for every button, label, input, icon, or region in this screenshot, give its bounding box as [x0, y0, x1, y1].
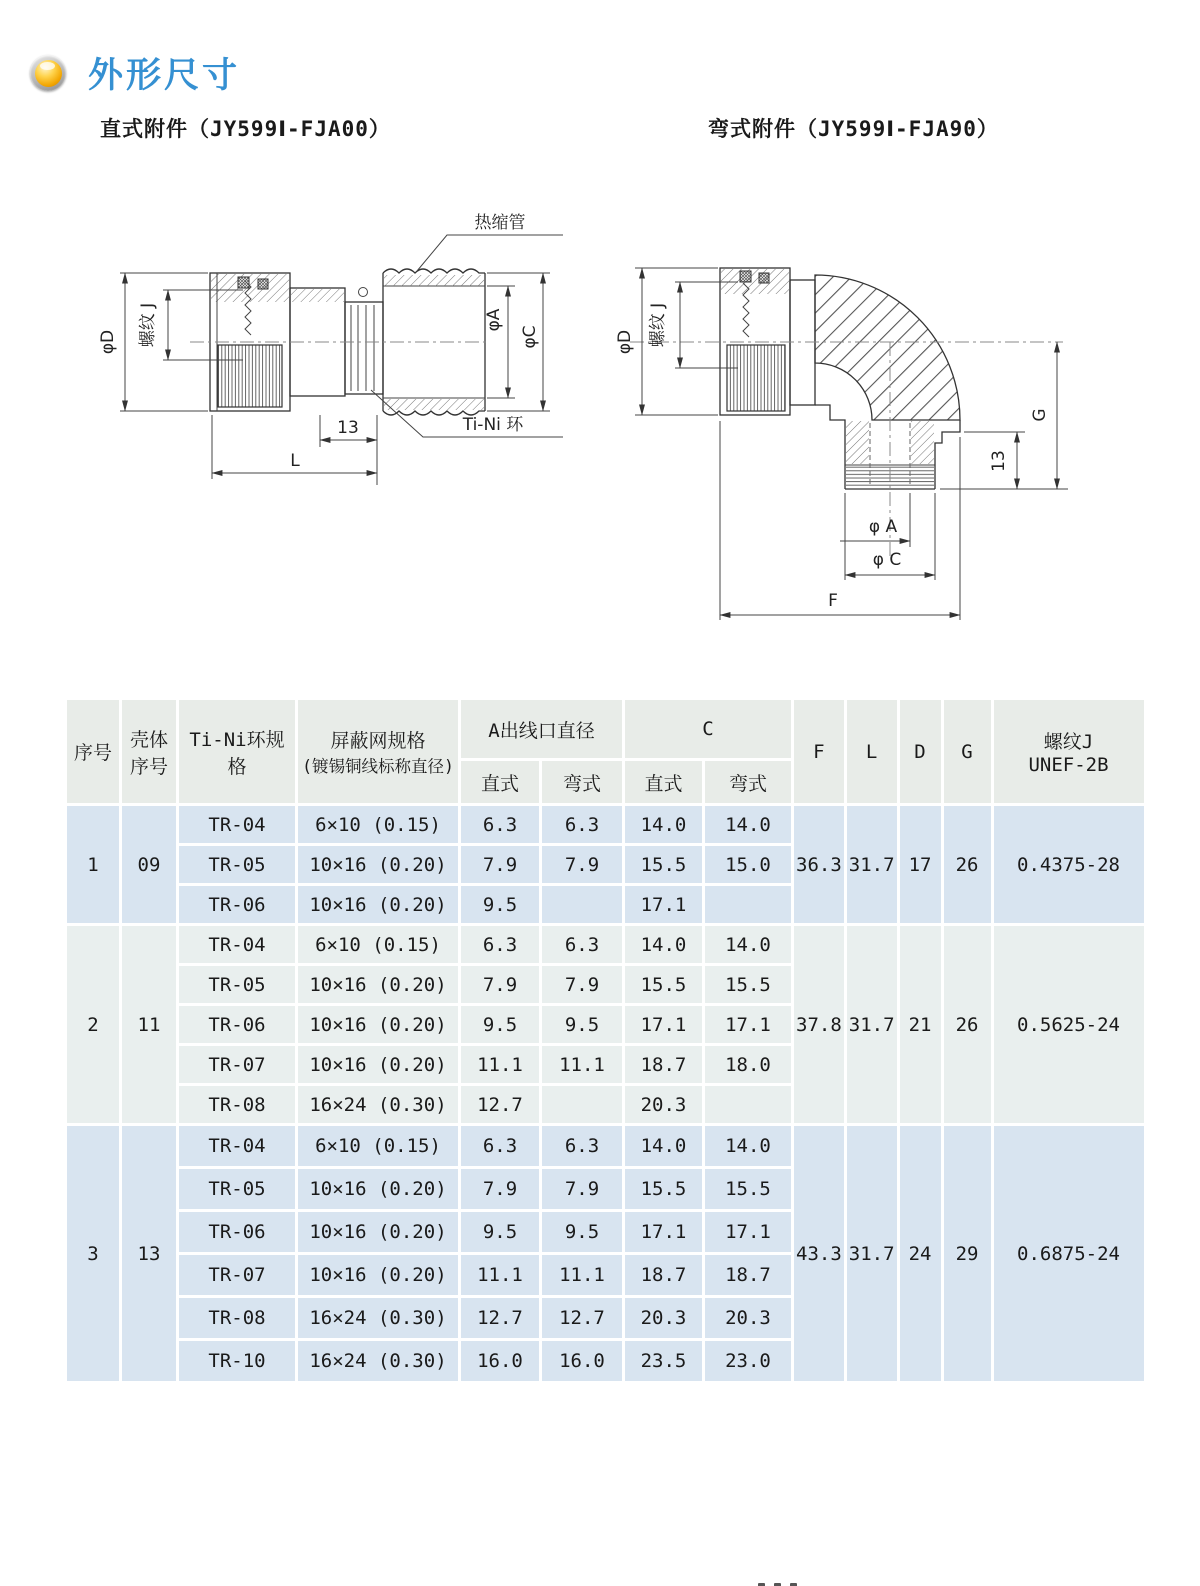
cutoff-text-fragment: [758, 1578, 848, 1586]
header-a-group: A出线口直径: [461, 700, 622, 758]
header-shell: [122, 700, 176, 803]
f-cell: 43.3: [794, 1126, 844, 1381]
header-thread: [994, 700, 1144, 803]
f-cell: 37.8: [794, 926, 844, 1123]
shell-cell: 09: [122, 806, 176, 923]
c-bent-cell: 17.1: [705, 1212, 791, 1252]
tini-cell: TR-04: [179, 806, 295, 843]
tini-cell: TR-06: [179, 1006, 295, 1043]
section-header: [30, 48, 240, 98]
dimension-table: [64, 697, 1147, 1384]
header-shell-line1: 壳体: [129, 728, 168, 751]
d-cell: 17: [900, 806, 941, 923]
mesh-cell: 6×10 (0.15): [298, 926, 458, 963]
mesh-cell: 10×16 (0.20): [298, 1169, 458, 1209]
c-bent-cell: 20.3: [705, 1298, 791, 1338]
tini-cell: TR-05: [179, 1169, 295, 1209]
tini-cell: TR-08: [179, 1086, 295, 1123]
a-straight-cell: 12.7: [461, 1086, 539, 1123]
straight-accessory-caption: 直式附件（JY599Ⅰ-FJA00）: [100, 117, 391, 141]
c-straight-cell: 18.7: [625, 1255, 702, 1295]
c-bent-cell: [705, 1086, 791, 1123]
bullet-orb-icon: [30, 55, 66, 91]
c-straight-cell: 15.5: [625, 966, 702, 1003]
a-straight-cell: 11.1: [461, 1255, 539, 1295]
c-bent-cell: [705, 886, 791, 923]
g-cell: 26: [944, 926, 991, 1123]
table-row: [67, 806, 1144, 843]
dim-g-label: G: [1030, 408, 1050, 422]
c-straight-cell: 20.3: [625, 1086, 702, 1123]
c-bent-cell: 17.1: [705, 1006, 791, 1043]
tini-cell: TR-10: [179, 1341, 295, 1381]
c-bent-cell: 18.0: [705, 1046, 791, 1083]
c-bent-cell: 14.0: [705, 1126, 791, 1166]
c-bent-cell: 15.5: [705, 966, 791, 1003]
a-bent-cell: 16.0: [542, 1341, 622, 1381]
tini-cell: TR-07: [179, 1046, 295, 1083]
c-straight-cell: 14.0: [625, 806, 702, 843]
phi-d-label: φD: [98, 329, 118, 355]
header-c-straight: 直式: [625, 761, 702, 803]
tini-cell: TR-05: [179, 966, 295, 1003]
phi-c-label: φ C: [872, 550, 902, 570]
phi-d-label: φD: [615, 329, 635, 355]
a-straight-cell: 9.5: [461, 1006, 539, 1043]
g-cell: 29: [944, 1126, 991, 1381]
c-straight-cell: 17.1: [625, 1006, 702, 1043]
bent-connector-body: [720, 268, 960, 489]
c-straight-cell: 15.5: [625, 846, 702, 883]
header-a-straight: 直式: [461, 761, 539, 803]
a-straight-cell: 12.7: [461, 1298, 539, 1338]
dimension-annotations: [98, 213, 563, 485]
f-cell: 36.3: [794, 806, 844, 923]
dim-13-label: 13: [989, 450, 1009, 472]
a-bent-cell: 6.3: [542, 1126, 622, 1166]
d-cell: 24: [900, 1126, 941, 1381]
a-bent-cell: 9.5: [542, 1212, 622, 1252]
c-bent-cell: 14.0: [705, 806, 791, 843]
dim-l-label: L: [290, 451, 300, 471]
d-cell: 21: [900, 926, 941, 1123]
mesh-cell: 10×16 (0.20): [298, 1255, 458, 1295]
dim-f-label: F: [828, 591, 838, 611]
a-bent-cell: 7.9: [542, 1169, 622, 1209]
c-straight-cell: 20.3: [625, 1298, 702, 1338]
thread-j-label: 螺纹 J: [138, 302, 158, 348]
tini-cell: TR-04: [179, 926, 295, 963]
tini-cell: TR-08: [179, 1298, 295, 1338]
thread-j-label: 螺纹 J: [648, 302, 668, 348]
a-bent-cell: 11.1: [542, 1255, 622, 1295]
l-cell: 31.7: [847, 806, 897, 923]
header-a-bent: 弯式: [542, 761, 622, 803]
a-straight-cell: 6.3: [461, 1126, 539, 1166]
header-shell-line2: 序号: [129, 755, 168, 778]
a-straight-cell: 11.1: [461, 1046, 539, 1083]
header-c-group: C: [625, 700, 791, 758]
section-title: 外形尺寸: [88, 56, 241, 96]
header-mesh-line2: (镀锡铜线标称直径): [302, 757, 454, 776]
a-straight-cell: 16.0: [461, 1341, 539, 1381]
a-straight-cell: 6.3: [461, 926, 539, 963]
shell-cell: 13: [122, 1126, 176, 1381]
c-straight-cell: 15.5: [625, 1169, 702, 1209]
a-straight-cell: 6.3: [461, 806, 539, 843]
a-straight-cell: 7.9: [461, 1169, 539, 1209]
c-bent-cell: 15.5: [705, 1169, 791, 1209]
bent-accessory-caption: 弯式附件（JY599Ⅰ-FJA90）: [708, 117, 999, 141]
mesh-cell: 6×10 (0.15): [298, 806, 458, 843]
thread-cell: 0.6875-24: [994, 1126, 1144, 1381]
header-seq: 序号: [67, 700, 119, 803]
mesh-cell: 10×16 (0.20): [298, 886, 458, 923]
straight-accessory-diagram: [95, 185, 565, 515]
mesh-cell: 16×24 (0.30): [298, 1341, 458, 1381]
a-straight-cell: 9.5: [461, 1212, 539, 1252]
mesh-cell: 10×16 (0.20): [298, 1006, 458, 1043]
tini-cell: TR-06: [179, 886, 295, 923]
tini-cell: TR-05: [179, 846, 295, 883]
a-bent-cell: 11.1: [542, 1046, 622, 1083]
header-mesh: [298, 700, 458, 803]
phi-c-label: φC: [520, 325, 540, 349]
table-row: [67, 1126, 1144, 1166]
heat-shrink-label: 热缩管: [474, 213, 526, 233]
header-d: D: [900, 700, 941, 803]
header-thread-line1: 螺纹J: [1043, 731, 1094, 753]
c-straight-cell: 17.1: [625, 886, 702, 923]
c-bent-cell: 18.7: [705, 1255, 791, 1295]
mesh-cell: 16×24 (0.30): [298, 1298, 458, 1338]
header-c-bent: 弯式: [705, 761, 791, 803]
mesh-cell: 10×16 (0.20): [298, 1046, 458, 1083]
shell-cell: 11: [122, 926, 176, 1123]
a-bent-cell: 7.9: [542, 966, 622, 1003]
c-straight-cell: 23.5: [625, 1341, 702, 1381]
header-thread-line2: UNEF-2B: [1028, 754, 1109, 776]
phi-a-label: φ A: [868, 517, 898, 537]
thread-cell: 0.5625-24: [994, 926, 1144, 1123]
mesh-cell: 10×16 (0.20): [298, 966, 458, 1003]
a-straight-cell: 9.5: [461, 886, 539, 923]
l-cell: 31.7: [847, 926, 897, 1123]
table-row: [67, 926, 1144, 963]
seq-cell: 1: [67, 806, 119, 923]
mesh-cell: 10×16 (0.20): [298, 846, 458, 883]
g-cell: 26: [944, 806, 991, 923]
c-straight-cell: 18.7: [625, 1046, 702, 1083]
header-mesh-line1: 屏蔽网规格: [330, 730, 426, 752]
a-bent-cell: 9.5: [542, 1006, 622, 1043]
mesh-cell: 6×10 (0.15): [298, 1126, 458, 1166]
header-l: L: [847, 700, 897, 803]
a-straight-cell: 7.9: [461, 966, 539, 1003]
c-straight-cell: 17.1: [625, 1212, 702, 1252]
tini-cell: TR-06: [179, 1212, 295, 1252]
bent-accessory-diagram: [590, 225, 1100, 635]
l-cell: 31.7: [847, 1126, 897, 1381]
a-bent-cell: [542, 1086, 622, 1123]
a-bent-cell: 7.9: [542, 846, 622, 883]
a-straight-cell: 7.9: [461, 846, 539, 883]
dim-13-label: 13: [337, 418, 359, 438]
header-tini: Ti-Ni环规格: [179, 700, 295, 803]
header-f: F: [794, 700, 844, 803]
seq-cell: 3: [67, 1126, 119, 1381]
phi-a-label: φA: [484, 308, 504, 332]
c-bent-cell: 15.0: [705, 846, 791, 883]
thread-cell: 0.4375-28: [994, 806, 1144, 923]
seq-cell: 2: [67, 926, 119, 1123]
header-g: G: [944, 700, 991, 803]
c-bent-cell: 14.0: [705, 926, 791, 963]
a-bent-cell: 6.3: [542, 926, 622, 963]
tini-ring-label: Ti-Ni 环: [462, 415, 524, 435]
c-straight-cell: 14.0: [625, 1126, 702, 1166]
tini-cell: TR-04: [179, 1126, 295, 1166]
c-bent-cell: 23.0: [705, 1341, 791, 1381]
a-bent-cell: 12.7: [542, 1298, 622, 1338]
mesh-cell: 10×16 (0.20): [298, 1212, 458, 1252]
mesh-cell: 16×24 (0.30): [298, 1086, 458, 1123]
c-straight-cell: 14.0: [625, 926, 702, 963]
a-bent-cell: [542, 886, 622, 923]
tini-cell: TR-07: [179, 1255, 295, 1295]
a-bent-cell: 6.3: [542, 806, 622, 843]
